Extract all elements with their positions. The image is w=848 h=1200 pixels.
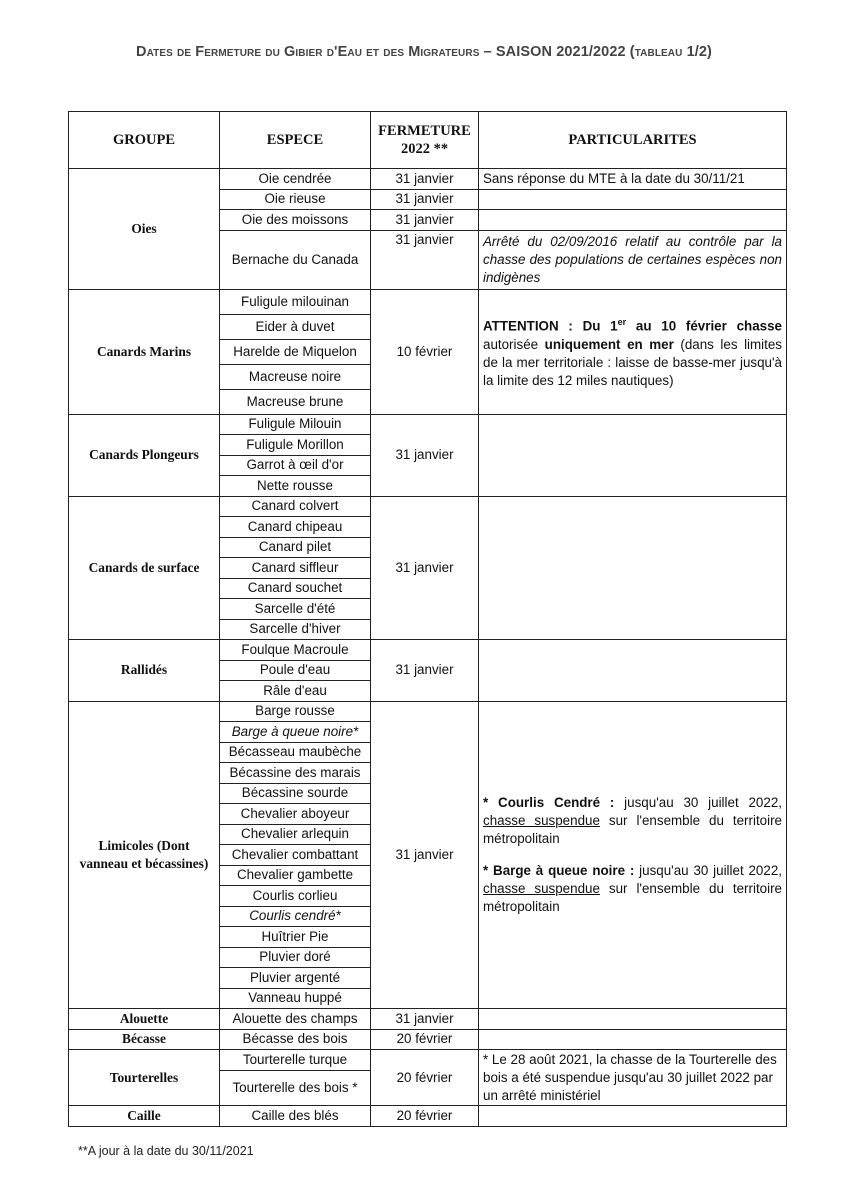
note-suspended: chasse suspendue (483, 812, 600, 828)
species-cell: Foulque Macroule (220, 640, 371, 661)
page-title: Dates de Fermeture du Gibier d'Eau et des Migrateurs – SAISON 2021/2022 (tableau 1/2) (136, 44, 712, 60)
table-row (69, 701, 787, 722)
species-cell: Oie cendrée (220, 169, 371, 190)
species-cell: Tourterelle des bois * (220, 1071, 371, 1106)
species-cell: Bécasse des bois (220, 1029, 371, 1050)
table-row (69, 496, 787, 517)
closing-dates-table (68, 111, 787, 1127)
species-cell: Courlis cendré* (220, 906, 371, 927)
group-canards-plongeurs: Canards Plongeurs (69, 414, 220, 496)
group-caille: Caille (69, 1106, 220, 1127)
species-cell: Barge à queue noire* (220, 722, 371, 743)
note-cell (479, 496, 787, 640)
closing-cell: 10 février (371, 289, 479, 414)
note-cell (479, 640, 787, 702)
species-cell: Pluvier argenté (220, 968, 371, 989)
species-cell: Fuligule milouinan (220, 289, 371, 314)
table-row (69, 640, 787, 661)
closing-cell: 31 janvier (371, 640, 479, 702)
closing-cell: 31 janvier (371, 496, 479, 640)
note-text: sur l'ensemble du territoire métropolitain (483, 812, 782, 846)
species-cell: Oie rieuse (220, 189, 371, 210)
table-row (69, 1050, 787, 1071)
species-cell: Oie des moissons (220, 210, 371, 231)
species-cell: Poule d'eau (220, 660, 371, 681)
species-cell: Fuligule Milouin (220, 414, 371, 435)
closing-cell: 31 janvier (371, 230, 479, 289)
table-row (69, 1029, 787, 1050)
note-attention-2: au 10 février chasse (626, 318, 783, 334)
header-particularites: PARTICULARITES (479, 112, 787, 169)
note-barge-label: * Barge à queue noire : (483, 862, 635, 878)
species-cell: Canard colvert (220, 496, 371, 517)
note-emphasis: uniquement en mer (544, 336, 674, 352)
species-cell: Bécassine des marais (220, 763, 371, 784)
table-row (69, 1106, 787, 1127)
group-canards-marins: Canards Marins (69, 289, 220, 414)
footnote: **A jour à la date du 30/11/2021 (78, 1144, 254, 1158)
group-tourterelles: Tourterelles (69, 1050, 220, 1106)
note-text: jusqu'au 30 juillet 2022, (634, 862, 782, 878)
note-cell (479, 701, 787, 1009)
species-cell: Harelde de Miquelon (220, 339, 371, 364)
species-cell: Sarcelle d'été (220, 599, 371, 620)
note-cell (479, 289, 787, 414)
group-becasse: Bécasse (69, 1029, 220, 1050)
species-cell: Caille des blés (220, 1106, 371, 1127)
header-espece: ESPECE (220, 112, 371, 169)
closing-cell: 31 janvier (371, 189, 479, 210)
note-text: (dans les limites de la mer territoriale : laisse de basse-mer jusqu'à la limite des 12 miles nautiques) (483, 336, 783, 388)
note-cell (479, 210, 787, 231)
note-cell (479, 1009, 787, 1030)
species-cell: Bécassine sourde (220, 783, 371, 804)
note-cell (479, 189, 787, 210)
note-suspended: chasse suspendue (483, 880, 600, 896)
closing-cell: 31 janvier (371, 414, 479, 496)
closing-cell: 31 janvier (371, 169, 479, 190)
group-oies: Oies (69, 169, 220, 290)
species-cell: Chevalier arlequin (220, 824, 371, 845)
table-row (69, 1009, 787, 1030)
species-cell: Râle d'eau (220, 681, 371, 702)
group-alouette: Alouette (69, 1009, 220, 1030)
species-cell: Canard pilet (220, 537, 371, 558)
note-cell (479, 1029, 787, 1050)
species-cell: Eider à duvet (220, 314, 371, 339)
group-rallides: Rallidés (69, 640, 220, 702)
species-cell: Chevalier combattant (220, 845, 371, 866)
closing-cell: 20 février (371, 1029, 479, 1050)
species-cell: Canard souchet (220, 578, 371, 599)
closing-cell: 31 janvier (371, 210, 479, 231)
header-fermeture: FERMETURE 2022 ** (371, 112, 479, 169)
table-row (69, 289, 787, 314)
species-cell: Sarcelle d'hiver (220, 619, 371, 640)
species-cell: Bernache du Canada (220, 230, 371, 289)
species-cell: Macreuse noire (220, 364, 371, 389)
species-cell: Pluvier doré (220, 947, 371, 968)
closing-cell: 20 février (371, 1050, 479, 1106)
header-row (69, 112, 787, 169)
note-text: jusqu'au 30 juillet 2022, (614, 794, 782, 810)
note-cell (479, 1106, 787, 1127)
group-limicoles: Limicoles (Dont vanneau et bécassines) (69, 701, 220, 1009)
note-cell: Arrêté du 02/09/2016 relatif au contrôle par la chasse des populations de certaines espèces non indigènes (479, 230, 787, 289)
note-cell (479, 414, 787, 496)
species-cell: Canard chipeau (220, 517, 371, 538)
note-text: sur l'ensemble du territoire métropolitain (483, 880, 782, 914)
species-cell: Vanneau huppé (220, 988, 371, 1009)
note-text: autorisée (483, 336, 545, 352)
species-cell: Barge rousse (220, 701, 371, 722)
species-cell: Huîtrier Pie (220, 927, 371, 948)
note-cell: Sans réponse du MTE à la date du 30/11/21 (479, 169, 787, 190)
species-cell: Chevalier aboyeur (220, 804, 371, 825)
species-cell: Canard siffleur (220, 558, 371, 579)
species-cell: Bécasseau maubèche (220, 742, 371, 763)
closing-cell: 31 janvier (371, 1009, 479, 1030)
species-cell: Garrot à œil d'or (220, 455, 371, 476)
species-cell: Chevalier gambette (220, 865, 371, 886)
closing-cell: 31 janvier (371, 701, 479, 1009)
note-attention: ATTENTION : Du 1 (483, 318, 618, 334)
note-sup: er (617, 317, 627, 328)
note-courlis-label: * Courlis Cendré : (483, 794, 615, 810)
species-cell: Tourterelle turque (220, 1050, 371, 1071)
species-cell: Nette rousse (220, 476, 371, 497)
species-cell: Fuligule Morillon (220, 435, 371, 456)
species-cell: Macreuse brune (220, 389, 371, 414)
closing-cell: 20 février (371, 1106, 479, 1127)
species-cell: Courlis corlieu (220, 886, 371, 907)
note-cell: * Le 28 août 2021, la chasse de la Tourterelle des bois a été suspendue jusqu'au 30 juillet 2022 par un arrêté ministériel (479, 1050, 787, 1106)
header-groupe: GROUPE (69, 112, 220, 169)
group-canards-surface: Canards de surface (69, 496, 220, 640)
species-cell: Alouette des champs (220, 1009, 371, 1030)
table-row (69, 169, 787, 190)
table-row (69, 414, 787, 435)
